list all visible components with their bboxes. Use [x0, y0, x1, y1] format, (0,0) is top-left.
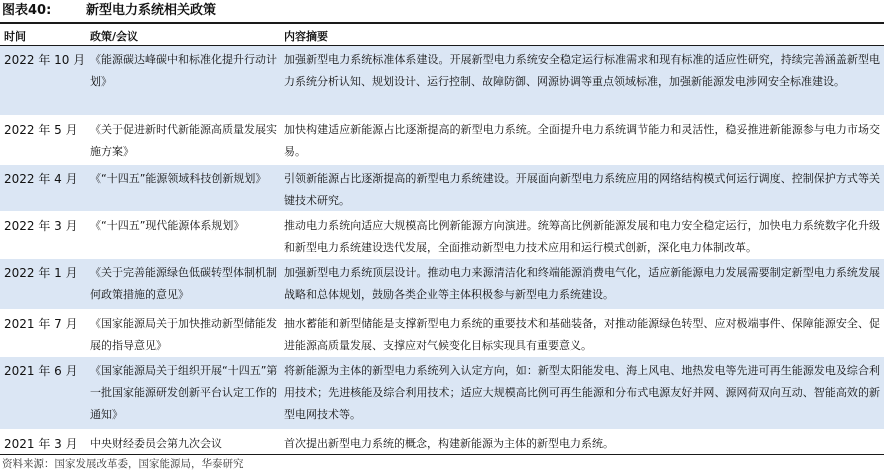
- cell-summary: 首次提出新型电力系统的概念，构建新能源为主体的新型电力系统。: [284, 437, 614, 450]
- figure-title: 新型电力系统相关政策: [86, 3, 217, 18]
- table-row: [0, 212, 884, 259]
- table-row: [0, 310, 884, 357]
- cell-time: 2021 年 6 月: [4, 364, 78, 378]
- cell-time: 2021 年 3 月: [4, 437, 78, 451]
- cell-summary: 推动电力系统向适应大规模高比例新能源方向演进。统筹高比例新能源发展和电力安全稳定运行，加快电力系统数字化升级和新型电力系统建设迭代发展，全面推动新型电力技术应用和运行模式创新，深化电力体制改革。: [284, 219, 880, 254]
- table-row: [0, 357, 884, 430]
- cell-time: 2022 年 3 月: [4, 219, 78, 233]
- cell-time: 2022 年 5 月: [4, 123, 78, 137]
- table-body: [0, 46, 884, 454]
- cell-policy: 《“十四五”现代能源体系规划》: [90, 219, 245, 232]
- cell-time: 2022 年 10 月: [4, 53, 86, 67]
- figure-title-bar: [0, 0, 884, 24]
- table-row: [0, 259, 884, 310]
- header-time: 时间: [4, 30, 26, 43]
- table-row: [0, 165, 884, 212]
- cell-summary: 加快构建适应新能源占比逐渐提高的新型电力系统。全面提升电力系统调节能力和灵活性，稳妥推进新能源参与电力市场交易。: [284, 123, 880, 158]
- cell-summary: 加强新型电力系统标准体系建设。开展新型电力系统安全稳定运行标准需求和现有标准的适应性研究，持续完善涵盖新型电力系统分析认知、规划设计、运行控制、故障防御、网源协调等重点领域标准，加强新能源发电涉网安全标准建设。: [284, 53, 880, 88]
- cell-summary: 抽水蓄能和新型储能是支撑新型电力系统的重要技术和基础装备，对推动能源绿色转型、应对极端事件、保障能源安全、促进能源高质量发展、支撑应对气候变化目标实现具有重要意义。: [284, 317, 880, 352]
- table-header: [0, 24, 884, 46]
- cell-policy: 《国家能源局关于加快推动新型储能发展的指导意见》: [90, 317, 277, 352]
- source-note: 资料来源：国家发展改革委，国家能源局，华泰研究: [0, 454, 884, 474]
- cell-summary: 加强新型电力系统顶层设计。推动电力来源清洁化和终端能源消费电气化，适应新能源电力发展需要制定新型电力系统发展战略和总体规划，鼓励各类企业等主体积极参与新型电力系统建设。: [284, 266, 880, 301]
- cell-policy: 《能源碳达峰碳中和标准化提升行动计划》: [90, 53, 277, 88]
- cell-summary: 引领新能源占比逐渐提高的新型电力系统建设。开展面向新型电力系统应用的网络结构模式何运行调度、控制保护方式等关键技术研究。: [284, 172, 880, 207]
- header-summary: 内容摘要: [284, 30, 328, 43]
- cell-policy: 《“十四五”能源领域科技创新规划》: [90, 172, 267, 185]
- cell-summary: 将新能源为主体的新型电力系统列入认定方向，如：新型太阳能发电、海上风电、地热发电等先进可再生能源发电及综合利用技术；先进核能及综合利用技术；适应大规模高比例可再生能源和分布式电源友好并网、源网荷双向互动、智能高效的新型电网技术等。: [284, 364, 880, 421]
- cell-policy: 中央财经委员会第九次会议: [90, 437, 222, 450]
- cell-policy: 《关于促进新时代新能源高质量发展实施方案》: [90, 123, 277, 158]
- table-row: [0, 116, 884, 165]
- cell-time: 2022 年 1 月: [4, 266, 78, 280]
- table-row: [0, 46, 884, 116]
- cell-time: 2021 年 7 月: [4, 317, 78, 331]
- cell-policy: 《国家能源局关于组织开展“十四五”第一批国家能源研发创新平台认定工作的通知》: [90, 364, 278, 421]
- table-row: [0, 430, 884, 454]
- cell-policy: 《关于完善能源绿色低碳转型体制机制何政策措施的意见》: [90, 266, 277, 301]
- figure-label: 图表40:: [2, 3, 52, 18]
- header-policy: 政策/会议: [90, 30, 139, 43]
- cell-time: 2022 年 4 月: [4, 172, 78, 186]
